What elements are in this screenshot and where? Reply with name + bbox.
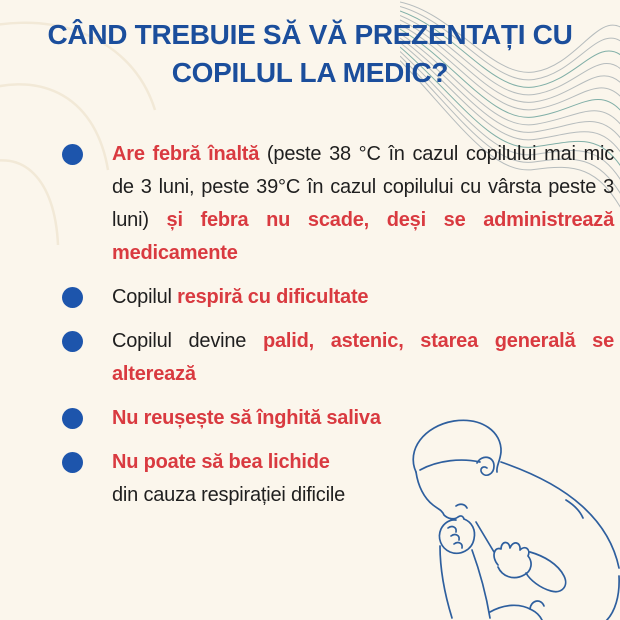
title-line-2: COPILUL LA MEDIC? (171, 57, 449, 88)
text-segment: din cauza respirației dificile (112, 484, 346, 506)
list-item (62, 446, 614, 512)
text-segment: Nu reușește să înghită saliva (112, 407, 381, 429)
symptom-text (112, 446, 614, 512)
bullet-dot-icon (62, 144, 83, 165)
text-segment: Are febră înaltă (112, 143, 260, 165)
text-segment: (peste 38 °C în cazul copilului mai mic de 3 luni, peste 39°C în cazul copilului cu vârsta peste 3 luni) (112, 143, 614, 231)
list-item (62, 325, 614, 391)
list-item (62, 138, 614, 270)
symptom-text (112, 402, 614, 435)
bullet-dot-icon (62, 287, 83, 308)
text-segment: Nu poate să bea lichide (112, 451, 330, 473)
symptom-text (112, 325, 614, 391)
text-segment: Copilul (112, 286, 178, 308)
list-item (62, 402, 614, 435)
text-segment: și febra nu scade, deși se administrează medicamente (112, 209, 615, 264)
bullet-dot-icon (62, 408, 83, 429)
list-item (62, 281, 614, 314)
page-title (0, 16, 620, 92)
bullet-dot-icon (62, 452, 83, 473)
text-segment: respiră cu dificultate (177, 286, 369, 308)
symptom-text (112, 281, 614, 314)
title-line-1: CÂND TREBUIE SĂ VĂ PREZENTAȚI CU (47, 19, 573, 50)
text-segment: Copilul devine (112, 330, 263, 352)
text-segment: palid, astenic, starea generală se alterează (112, 330, 614, 385)
symptom-text (112, 138, 614, 270)
bullet-dot-icon (62, 331, 83, 352)
symptom-list (62, 138, 614, 523)
